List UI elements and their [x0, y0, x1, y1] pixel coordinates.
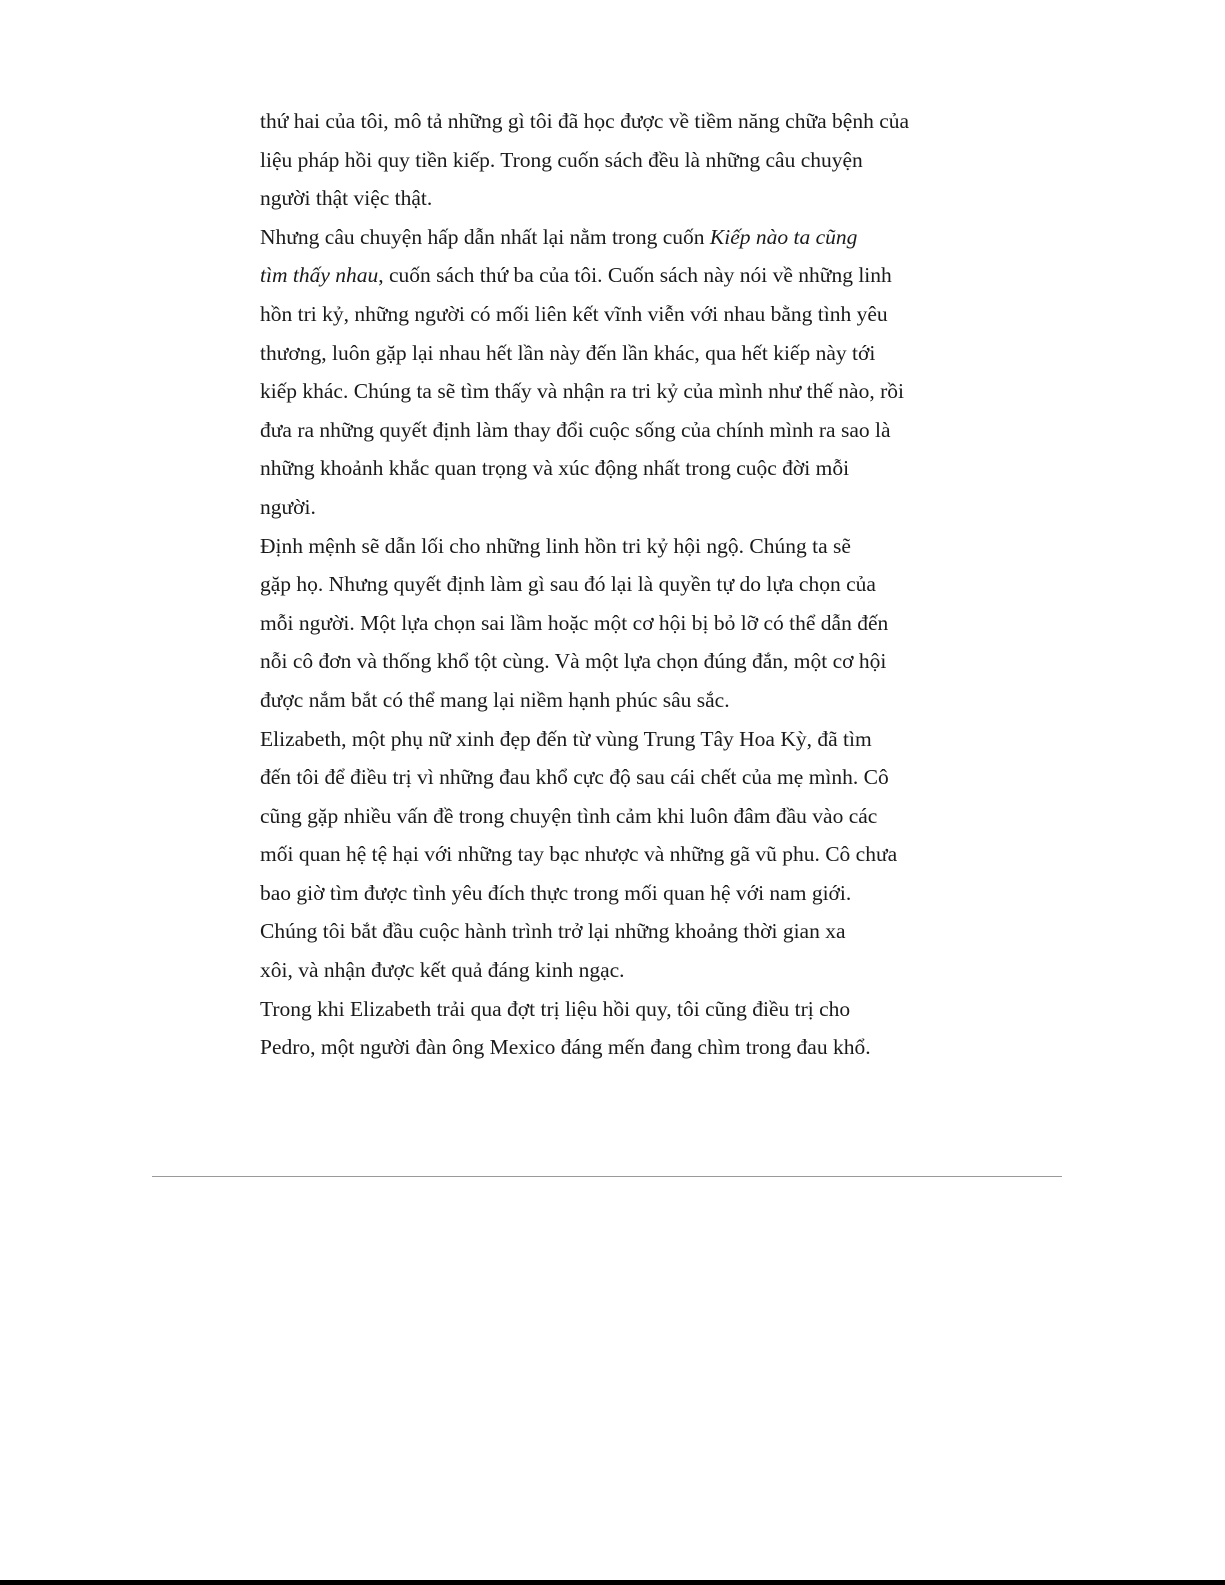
text-line: Trong khi Elizabeth trải qua đợt trị liệu hồi quy, tôi cũng điều trị cho — [260, 996, 851, 1021]
text-line: những khoảnh khắc quan trọng và xúc động nhất trong cuộc đời mỗi — [260, 456, 850, 481]
text-line: hồn tri kỷ, những người có mối liên kết vĩnh viễn với nhau bằng tình yêu — [260, 301, 888, 326]
text-line: gặp họ. Nhưng quyết định làm gì sau đó lại là quyền tự do lựa chọn của — [260, 572, 876, 597]
text-line: đến tôi để điều trị vì những đau khổ cực độ sau cái chết của mẹ mình. Cô — [260, 765, 889, 790]
text-line: thứ hai của tôi, mô tả những gì tôi đã học được về tiềm năng chữa bệnh của — [260, 109, 910, 133]
text-line: mỗi người. Một lựa chọn sai lầm hoặc một cơ hội bị bỏ lỡ có thể dẫn đến — [260, 610, 889, 635]
text-line: xôi, và nhận được kết quả đáng kinh ngạc. — [260, 958, 625, 983]
text-segment: , cuốn sách thứ ba của tôi. Cuốn sách này nói về những linh — [378, 263, 892, 288]
text-line: Định mệnh sẽ dẫn lối cho những linh hồn tri kỷ hội ngộ. Chúng ta sẽ — [260, 533, 851, 558]
page-bottom-edge — [0, 1580, 1225, 1585]
text-line: nỗi cô đơn và thống khổ tột cùng. Và một lựa chọn đúng đắn, một cơ hội — [260, 649, 887, 674]
text-line: cũng gặp nhiều vấn đề trong chuyện tình cảm khi luôn đâm đầu vào các — [260, 803, 878, 828]
text-line: thương, luôn gặp lại nhau hết lần này đến lần khác, qua hết kiếp này tới — [260, 340, 876, 365]
body-text — [260, 102, 960, 1067]
text-line — [260, 256, 960, 295]
text-line: được nắm bắt có thể mang lại niềm hạnh phúc sâu sắc. — [260, 687, 730, 712]
text-line — [260, 218, 960, 257]
book-title-italic: Kiếp nào ta cũng — [709, 224, 858, 249]
page-divider — [152, 1176, 1062, 1177]
text-line: Elizabeth, một phụ nữ xinh đẹp đến từ vùng Trung Tây Hoa Kỳ, đã tìm — [260, 726, 872, 751]
text-line: Pedro, một người đàn ông Mexico đáng mến đang chìm trong đau khổ. — [260, 1035, 871, 1060]
text-segment: Nhưng câu chuyện hấp dẫn nhất lại nằm trong cuốn — [260, 224, 710, 249]
text-line: liệu pháp hồi quy tiền kiếp. Trong cuốn sách đều là những câu chuyện — [260, 147, 863, 172]
text-line: người thật việc thật. — [260, 186, 433, 211]
text-line: kiếp khác. Chúng ta sẽ tìm thấy và nhận ra tri kỷ của mình như thế nào, rồi — [260, 379, 904, 404]
text-line: bao giờ tìm được tình yêu đích thực trong mối quan hệ với nam giới. — [260, 880, 852, 905]
text-line: Chúng tôi bắt đầu cuộc hành trình trở lại những khoảng thời gian xa — [260, 919, 846, 944]
text-line: người. — [260, 494, 316, 519]
book-title-italic: tìm thấy nhau — [260, 263, 379, 288]
text-line: mối quan hệ tệ hại với những tay bạc nhược và những gã vũ phu. Cô chưa — [260, 842, 898, 867]
text-line: đưa ra những quyết định làm thay đổi cuộc sống của chính mình ra sao là — [260, 417, 891, 442]
